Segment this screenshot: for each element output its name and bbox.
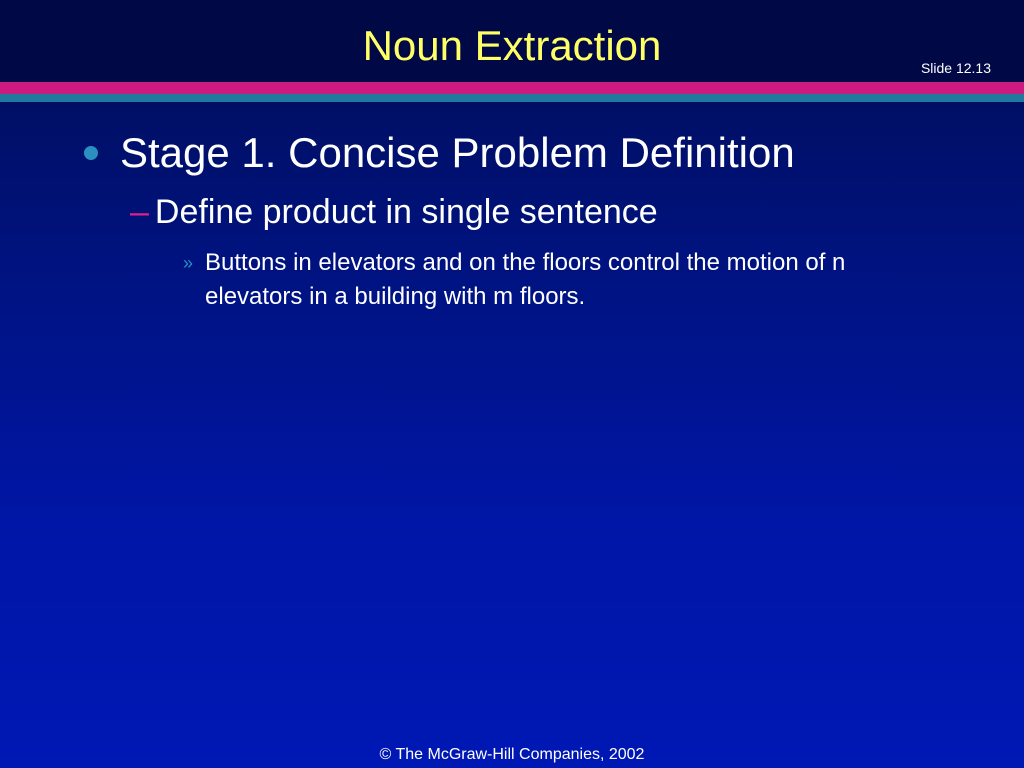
footer-copyright: © The McGraw-Hill Companies, 2002 <box>379 746 645 763</box>
dash-bullet-icon: – <box>130 193 149 231</box>
accent-bar-teal <box>0 94 1024 102</box>
bullet-level3 <box>183 246 943 314</box>
accent-bar-magenta <box>0 82 1024 94</box>
bullet-level2 <box>130 192 658 232</box>
slide-number: Slide 12.13 <box>920 60 991 76</box>
bullet-level1-text: Stage 1. Concise Problem Definition <box>120 129 795 176</box>
double-chevron-bullet-icon: » <box>183 253 194 273</box>
bullet-level1 <box>84 128 795 178</box>
round-bullet-icon <box>84 146 98 160</box>
bullet-level3-text: Buttons in elevators and on the floors control the motion of n elevators in a building with m floors. <box>205 249 846 310</box>
slide-title: Noun Extraction <box>362 22 662 69</box>
bullet-level2-text: Define product in single sentence <box>154 193 658 231</box>
